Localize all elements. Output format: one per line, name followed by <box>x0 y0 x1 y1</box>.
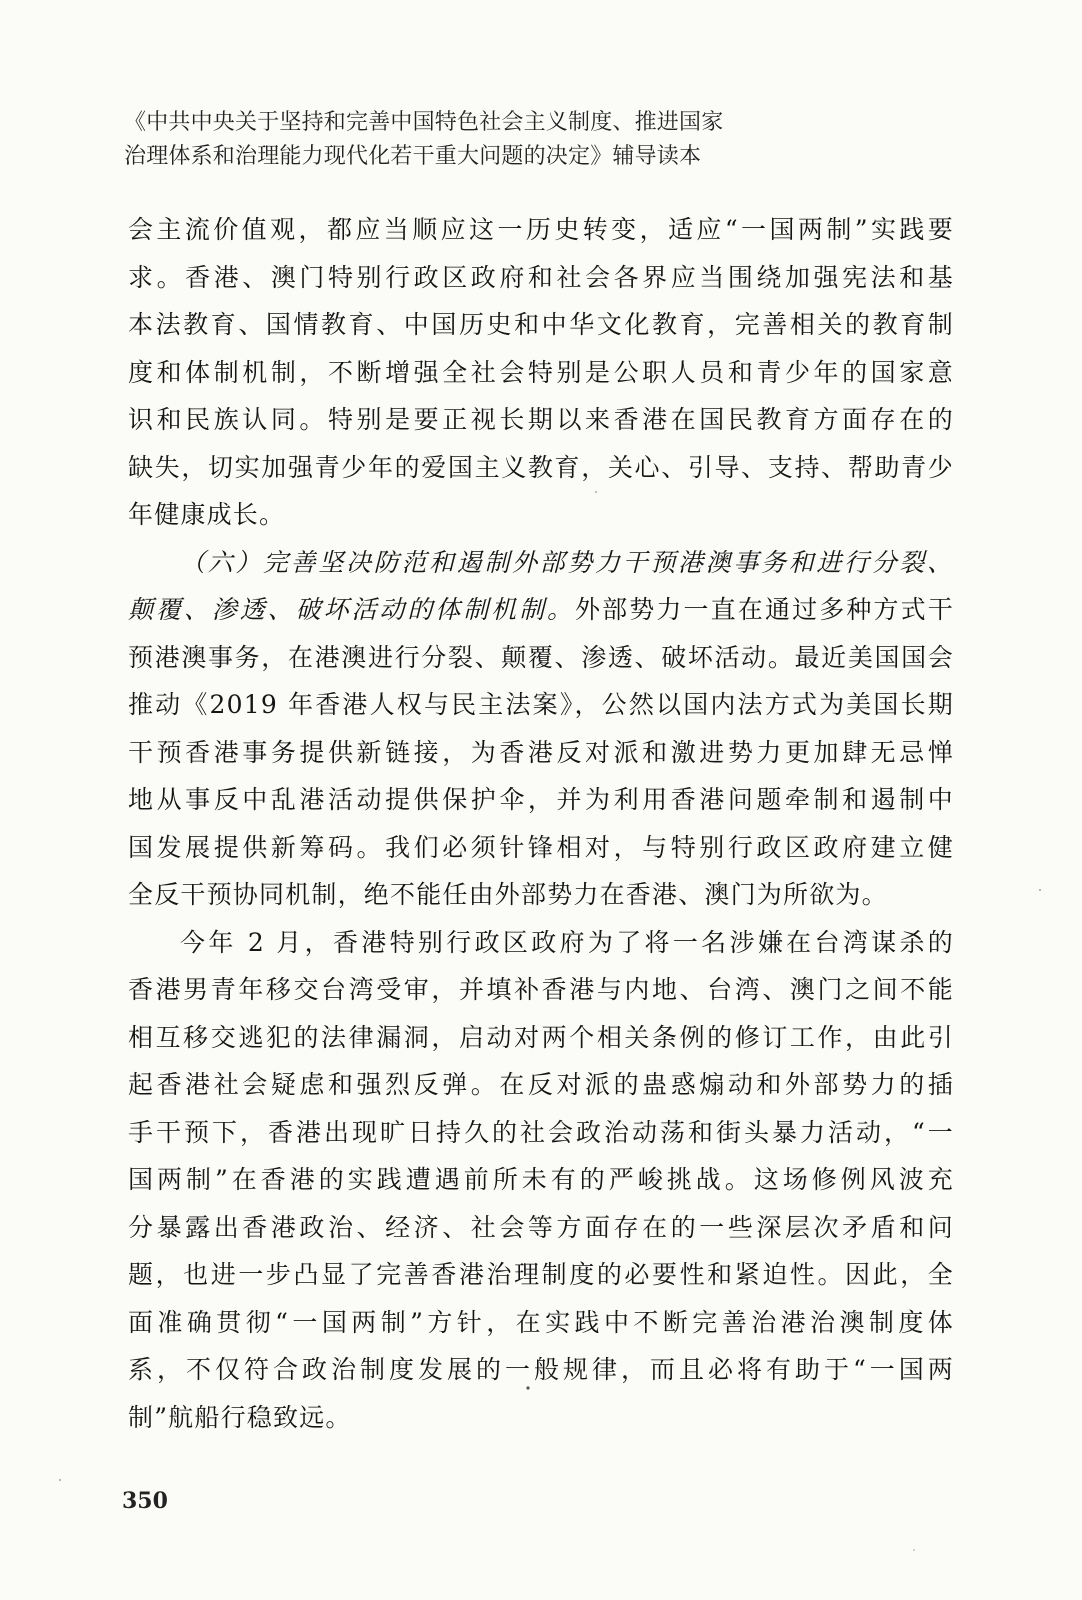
text-line: 制”航船行稳致远。 <box>128 1402 352 1432</box>
page-number: 350 <box>122 1488 168 1514</box>
text-line: 推动《2019 年香港人权与民主法案》，公然以国内法方式为美国长期 <box>128 690 954 719</box>
text-line: 国两制”在香港的实践遭遇前所未有的严峻挑战。这场修例风波充 <box>128 1165 954 1194</box>
text-line: 香港男青年移交台湾受审，并填补香港与内地、台湾、澳门之间不能 <box>128 975 954 1004</box>
section-heading-continued: 颠覆、渗透、破坏活动的体制机制。 <box>128 595 575 624</box>
text-line: 起香港社会疑虑和强烈反弹。在反对派的蛊惑煽动和外部势力的插 <box>128 1070 954 1099</box>
text-line: 分暴露出香港政治、经济、社会等方面存在的一些深层次矛盾和问 <box>128 1212 954 1242</box>
text-line: 国发展提供新筹码。我们必须针锋相对，与特别行政区政府建立健 <box>128 832 954 862</box>
text-line: 面准确贯彻“一国两制”方针，在实践中不断完善治港治澳制度体 <box>128 1307 954 1337</box>
text-line: 系，不仅符合政治制度发展的一般规律，而且必将有助于“一国两 <box>128 1355 954 1384</box>
text-line: 会主流价值观，都应当顺应这一历史转变，适应“一国两制”实践要 <box>128 215 954 244</box>
text-line: 地从事反中乱港活动提供保护伞，并为利用香港问题牵制和遏制中 <box>128 785 954 814</box>
section-heading: （六）完善坚决防范和遏制外部势力干预港澳事务和进行分裂、 <box>180 547 954 577</box>
text-line: 今年 2 月，香港特别行政区政府为了将一名涉嫌在台湾谋杀的 <box>180 927 954 957</box>
text-line: 手干预下，香港出现旷日持久的社会政治动荡和街头暴力活动，“一 <box>128 1117 954 1147</box>
text-line: 缺失，切实加强青少年的爱国主义教育，关心、引导、支持、帮助青少 <box>128 452 954 482</box>
section-heading-line <box>128 539 954 587</box>
text-run: 外部势力一直在通过多种方式干 <box>575 595 954 624</box>
running-head <box>124 106 844 174</box>
text-line: 预港澳事务，在港澳进行分裂、颠覆、渗透、破坏活动。最近美国国会 <box>128 642 954 672</box>
text-line: 相互移交逃犯的法律漏洞，启动对两个相关条例的修订工作，由此引 <box>128 1022 954 1052</box>
text-line: 本法教育、国情教育、中国历史和中华文化教育，完善相关的教育制 <box>128 310 954 339</box>
running-head-line-2: 治理体系和治理能力现代化若干重大问题的决定》辅导读本 <box>124 144 702 169</box>
text-line: 干预香港事务提供新链接，为香港反对派和激进势力更加肆无忌惮 <box>128 737 954 767</box>
text-line: 全反干预协同机制，绝不能任由外部势力在香港、澳门为所欲为。 <box>128 880 888 909</box>
body-text <box>128 206 954 1441</box>
text-line: 识和民族认同。特别是要正视长期以来香港在国民教育方面存在的 <box>128 405 954 434</box>
text-line <box>128 586 954 634</box>
text-line: 度和体制机制，不断增强全社会特别是公职人员和青少年的国家意 <box>128 357 954 387</box>
text-line: 求。香港、澳门特别行政区政府和社会各界应当围绕加强宪法和基 <box>128 262 954 292</box>
running-head-line-1: 《中共中央关于坚持和完善中国特色社会主义制度、推进国家 <box>124 110 724 135</box>
text-line: 年健康成长。 <box>128 500 286 529</box>
text-line: 题，也进一步凸显了完善香港治理制度的必要性和紧迫性。因此，全 <box>128 1260 954 1289</box>
